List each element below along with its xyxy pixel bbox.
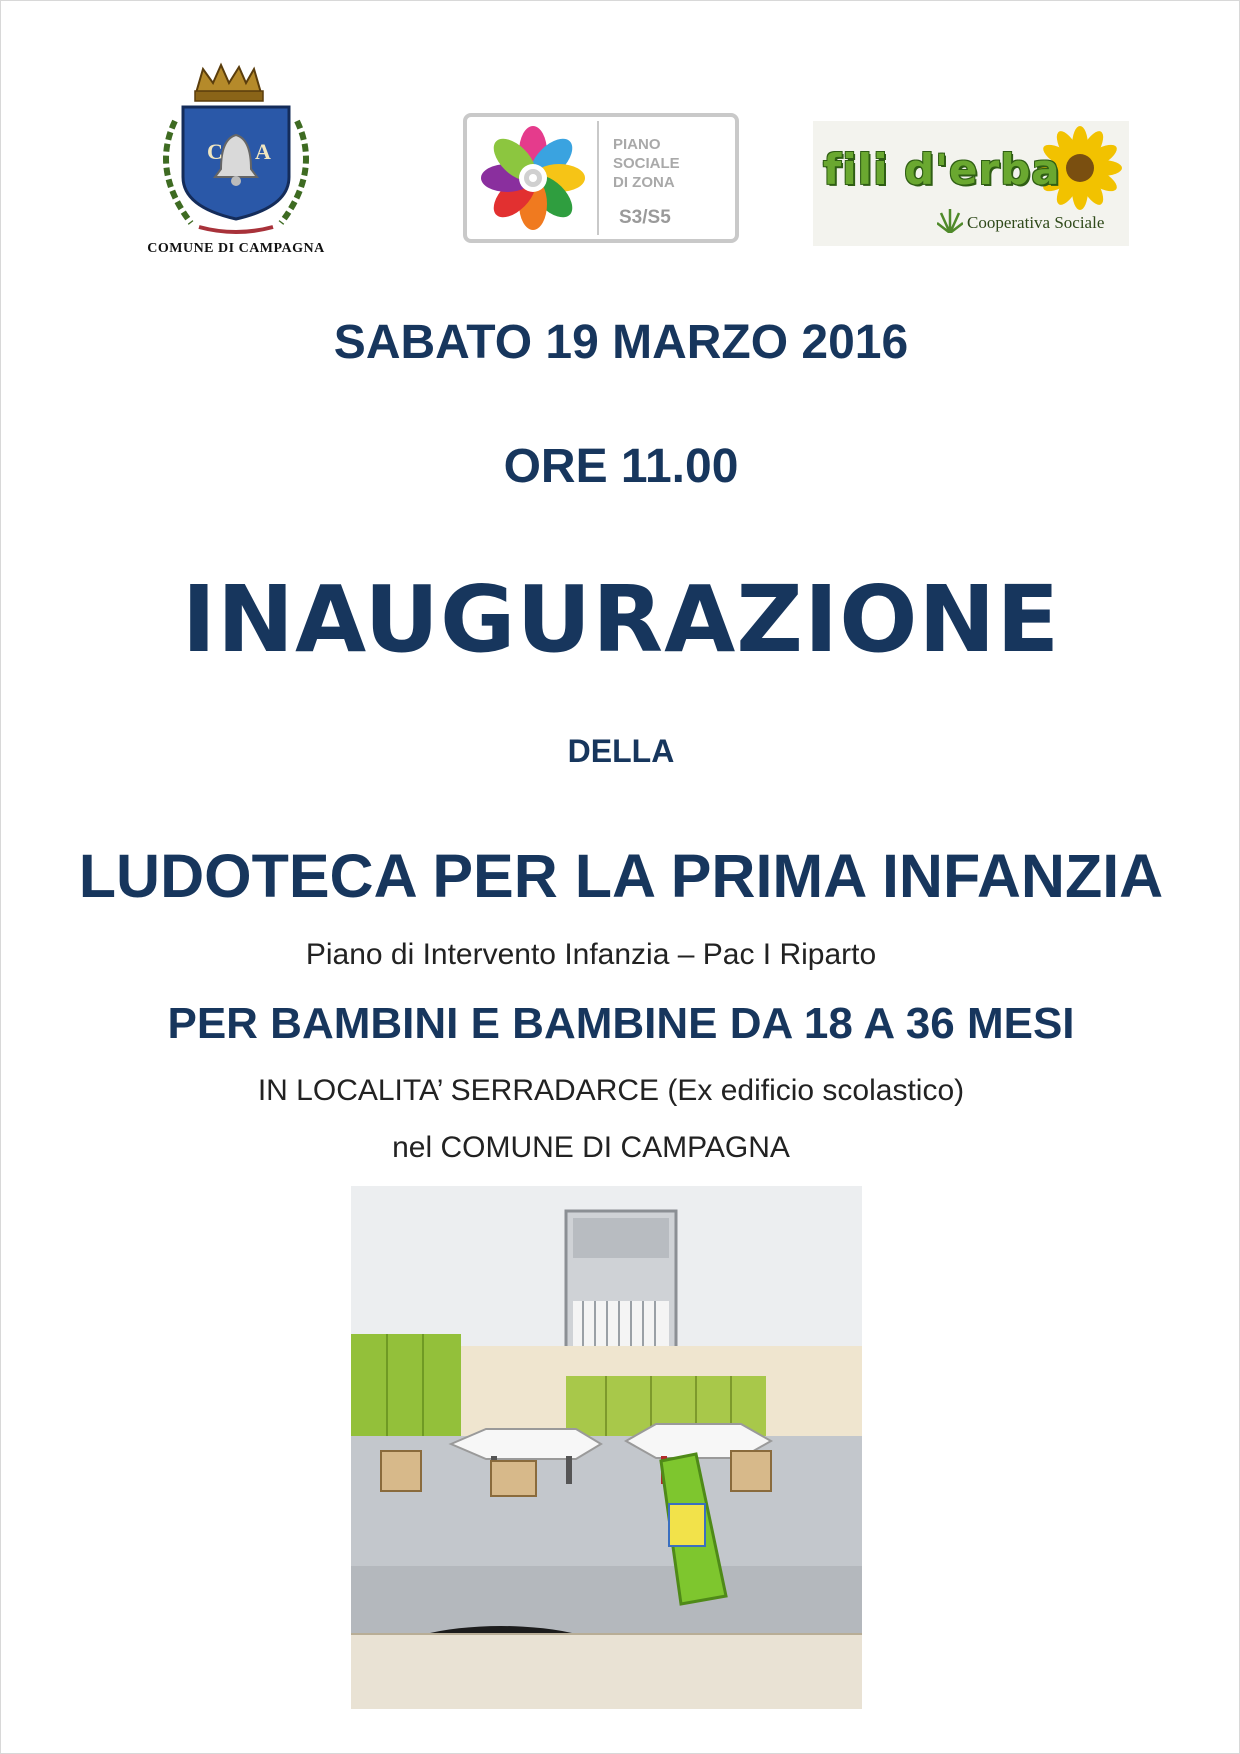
coat-of-arms-icon (121, 61, 351, 241)
comune-caption: COMUNE DI CAMPAGNA (147, 241, 325, 256)
event-headline: INAUGURAZIONE (181, 566, 1061, 673)
piano-sociale-logo (463, 113, 739, 243)
event-date: SABATO 19 MARZO 2016 (333, 316, 909, 369)
multicolor-flower-icon (471, 117, 595, 239)
event-connector: DELLA (567, 733, 675, 769)
comune-logo (121, 61, 351, 266)
piano-text (613, 135, 680, 192)
fili-subtitle: Cooperativa Sociale (967, 213, 1105, 232)
piano-line-1: PIANO (613, 136, 661, 153)
grass-icon (937, 209, 963, 233)
fili-derba-logo (813, 121, 1129, 246)
event-program: Piano di Intervento Infanzia – Pac I Riparto (305, 938, 877, 971)
event-location: IN LOCALITA’ SERRADARCE (Ex edificio scolastico) (257, 1074, 965, 1107)
event-municipality: nel COMUNE DI CAMPAGNA (392, 1131, 790, 1164)
fili-name: fili d'erba (823, 145, 1061, 194)
coat-letter-a: A (255, 139, 271, 164)
logo-divider (597, 121, 599, 235)
event-time: ORE 11.00 (503, 440, 739, 493)
coat-letter-c: C (207, 139, 223, 164)
event-title: LUDOTECA PER LA PRIMA INFANZIA (78, 842, 1164, 910)
playroom-photo (351, 1186, 862, 1709)
piano-line-3: DI ZONA (613, 174, 675, 191)
event-audience: PER BAMBINI E BAMBINE DA 18 A 36 MESI (167, 999, 1075, 1048)
piano-code: S3/S5 (619, 207, 671, 228)
piano-line-2: SOCIALE (613, 155, 680, 172)
